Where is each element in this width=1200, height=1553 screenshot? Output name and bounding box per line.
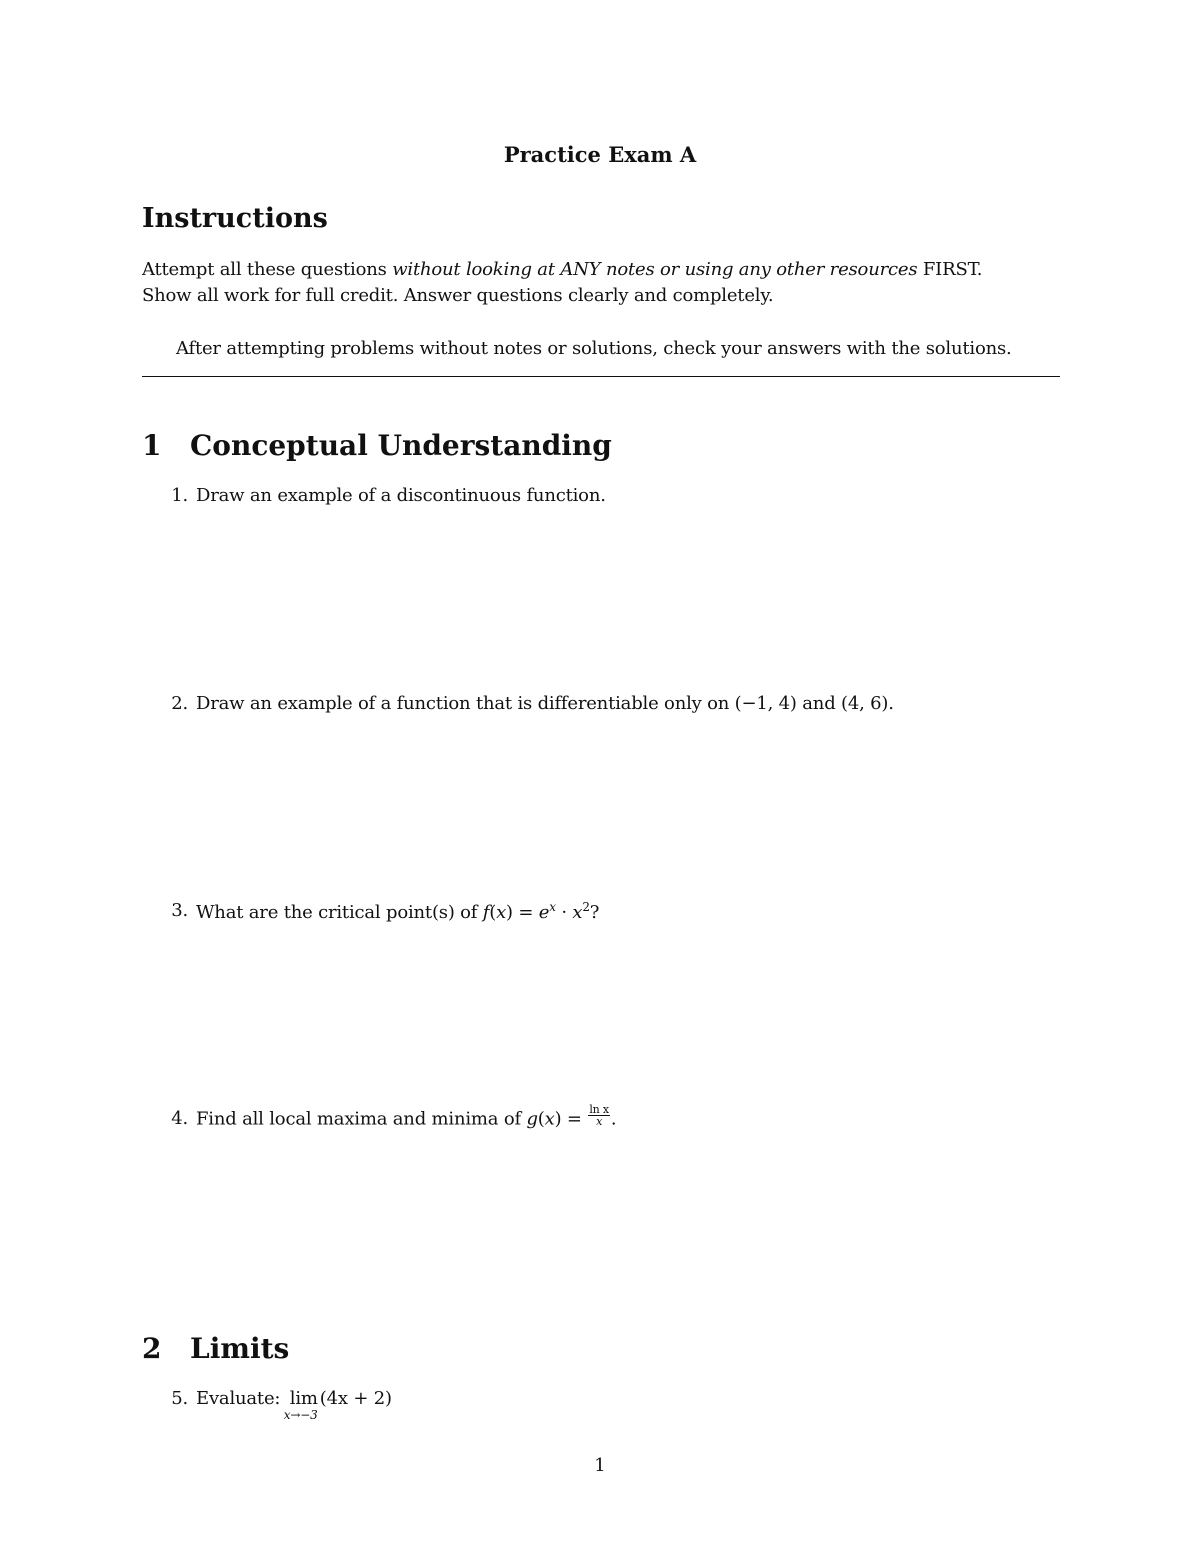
q3-equals: = — [512, 902, 539, 923]
question-3-number: 3. — [171, 900, 188, 921]
q3-e-exponent: x — [549, 900, 556, 914]
question-1-text: Draw an example of a discontinuous function. — [196, 485, 606, 506]
section-2-number: 2 — [142, 1332, 162, 1365]
q5-lim-subscript: x→−3 — [283, 1408, 318, 1422]
section-2-title: Limits — [190, 1332, 290, 1365]
q4-g: g — [526, 1108, 538, 1130]
question-5 — [171, 1388, 392, 1422]
q3-x: x — [496, 902, 507, 923]
q4-fraction-numerator: ln x — [589, 1103, 609, 1116]
q3-e: e — [538, 902, 550, 923]
instructions-line-3: After attempting problems without notes or solutions, check your answers with the solutions. — [176, 338, 1012, 359]
q3-dot: · — [555, 902, 573, 923]
instructions-line-1 — [142, 259, 982, 280]
exam-title: Practice Exam A — [503, 142, 697, 167]
q5-expression: (4x + 2) — [319, 1388, 392, 1409]
q3-open-paren: ( — [489, 902, 497, 923]
q3-x-exponent: 2 — [582, 900, 590, 914]
page-number: 1 — [594, 1455, 606, 1476]
question-4 — [171, 1103, 617, 1131]
q4-suffix: . — [610, 1108, 617, 1130]
instructions-heading: Instructions — [142, 203, 328, 234]
q4-close-paren: ) — [554, 1108, 562, 1130]
instructions-line-1-suffix: FIRST. — [917, 259, 983, 280]
q5-limit — [283, 1388, 318, 1422]
q3-x-squared-base: x — [572, 902, 583, 923]
q4-open-paren: ( — [537, 1108, 545, 1130]
question-3-prefix: What are the critical point(s) of — [196, 902, 483, 923]
q4-equals: = — [561, 1108, 588, 1130]
instructions-line-2: Show all work for full credit. Answer questions clearly and completely. — [142, 285, 774, 306]
section-1-heading — [0, 429, 1200, 469]
instructions-line-1-prefix: Attempt all these questions — [142, 259, 393, 280]
question-1-number: 1. — [171, 485, 188, 506]
instructions-line-1-emphasis: without looking at ANY notes or using any other resources — [392, 259, 918, 280]
question-1 — [171, 485, 606, 506]
horizontal-rule — [142, 376, 1060, 377]
question-4-number: 4. — [171, 1108, 188, 1129]
question-2-number: 2. — [171, 693, 188, 714]
question-2 — [171, 693, 894, 714]
q3-suffix: ? — [589, 902, 600, 923]
q4-fraction-denominator: x — [596, 1115, 603, 1128]
question-5-number: 5. — [171, 1388, 188, 1409]
question-2-text: Draw an example of a function that is differentiable only on (−1, 4) and (4, 6). — [196, 693, 894, 714]
section-1-number: 1 — [142, 429, 162, 462]
q3-f: f — [482, 902, 490, 923]
section-1-title: Conceptual Understanding — [190, 429, 612, 462]
q5-lim-word: lim — [289, 1388, 318, 1409]
q3-close-paren: ) — [506, 902, 513, 923]
q4-fraction — [588, 1104, 610, 1127]
question-4-prefix: Find all local maxima and minima of — [196, 1108, 527, 1130]
section-2-heading — [0, 1332, 1200, 1372]
q4-x: x — [544, 1108, 555, 1130]
question-5-prefix: Evaluate: — [196, 1388, 286, 1409]
question-3 — [171, 900, 600, 923]
